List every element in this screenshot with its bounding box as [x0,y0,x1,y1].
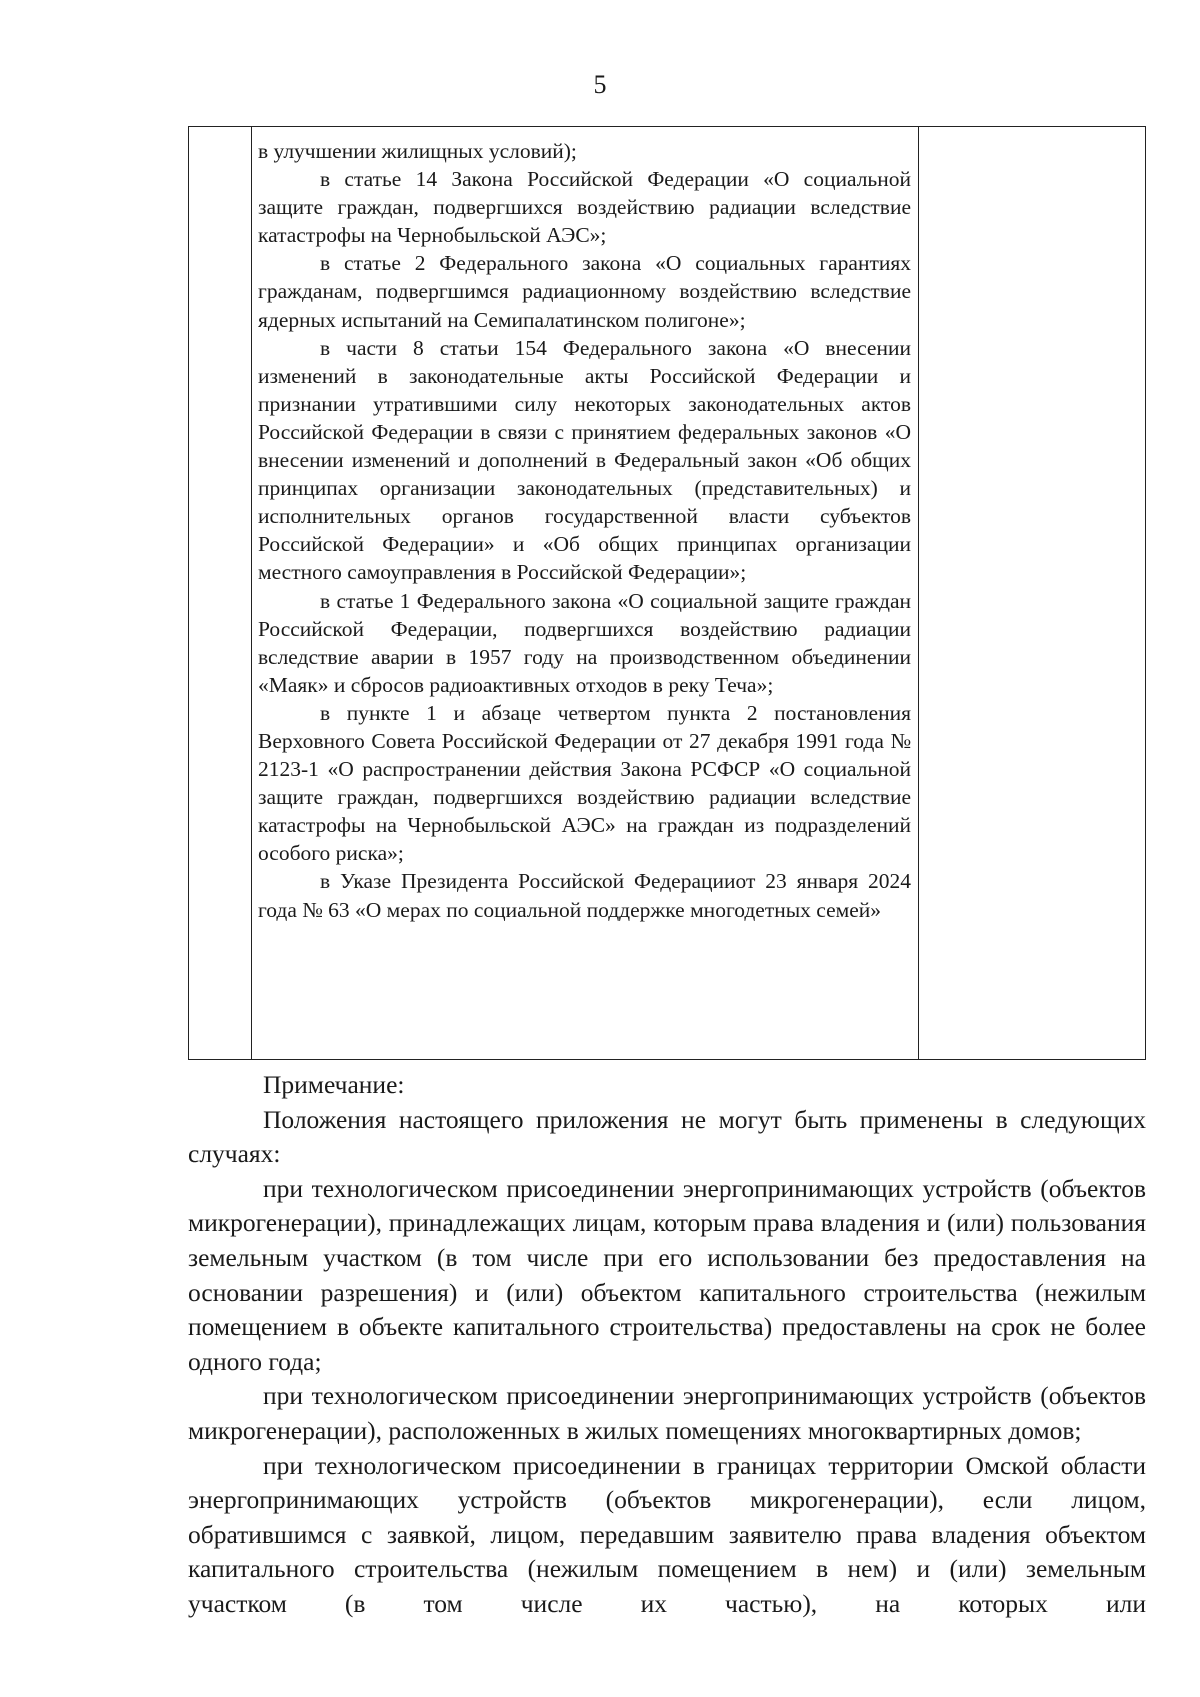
page-number: 5 [593,70,607,99]
cell-paragraph-7: в Указе Президента Российской Федерацииот 23 января 2024 года № 63 «О мерах по социальной поддержке многодетных семей» [258,869,911,922]
note-paragraph-3: при технологическом присоединении энергопринимающих устройств (объектов микрогенерации), расположенных в жилых помещениях многоквартирных домов; [188,1381,1146,1445]
note-section [188,1068,1146,1622]
note-paragraph-4: при технологическом присоединении в границах территории Омской области энергопринимающих устройств (объектов микрогенерации), если лицом, обратившимся с заявкой, лицом, передавшим заявителю права владения объектом капитального строительства (нежилым помещением в нем) и (или) земельным участком (в том числе их частью), на которых или [188,1450,1146,1618]
cell-paragraph-4: в части 8 статьи 154 Федерального закона «О внесении изменений в законодательные акты Российской Федерации и признании утратившими силу некоторых законодательных актов Российской Федерации в связи с принятием федеральных законов «О внесении изменений и дополнений в Федеральный закон «Об общих принципах организации законодательных (представительных) и исполнительных органов государственной власти субъектов Российской Федерации» и «Об общих принципах организации местного самоуправления в Российской Федерации»; [258,335,911,585]
note-paragraph-1: Положения настоящего приложения не могут быть применены в следующих случаях: [188,1104,1146,1169]
cell-paragraph-1: в улучшении жилищных условий); [258,139,577,163]
cell-paragraph-2: в статье 14 Закона Российской Федерации «О социальной защите граждан, подвергшихся воздействию радиации вследствие катастрофы на Чернобыльской АЭС»; [258,167,911,248]
cell-paragraph-6: в пункте 1 и абзаце четвертом пункта 2 постановления Верховного Совета Российской Федерации от 27 декабря 1991 года № 2123-1 «О распространении действия Закона РСФСР «О социальной защите граждан, подвергшихся воздействию радиации вследствие катастрофы на Чернобыльской АЭС» на граждан из подразделений особого риска»; [258,700,911,866]
note-title: Примечание: [263,1070,405,1099]
cell-paragraph-5: в статье 1 Федерального закона «О социальной защите граждан Российской Федерации, подвергшихся воздействию радиации вследствие аварии в 1957 году на производственном объединении «Маяк» и сбросов радиоактивных отходов в реку Теча»; [258,588,911,697]
table-column-divider-left [251,127,252,1059]
cell-paragraph-3: в статье 2 Федерального закона «О социальных гарантиях гражданам, подвергшимся радиационному воздействию вследствие ядерных испытаний на Семипалатинском полигоне»; [258,251,911,332]
document-table [188,126,1146,1060]
note-paragraph-2: при технологическом присоединении энергопринимающих устройств (объектов микрогенерации), принадлежащих лицам, которым права владения и (или) пользования земельным участком (в том числе при его использовании без предоставления на основании разрешения) и (или) объектом капитального строительства (нежилым помещением в объекте капитального строительства) предоставлены на срок не более одного года; [188,1173,1146,1376]
table-column-divider-right [918,127,919,1059]
table-cell-content [258,137,911,924]
